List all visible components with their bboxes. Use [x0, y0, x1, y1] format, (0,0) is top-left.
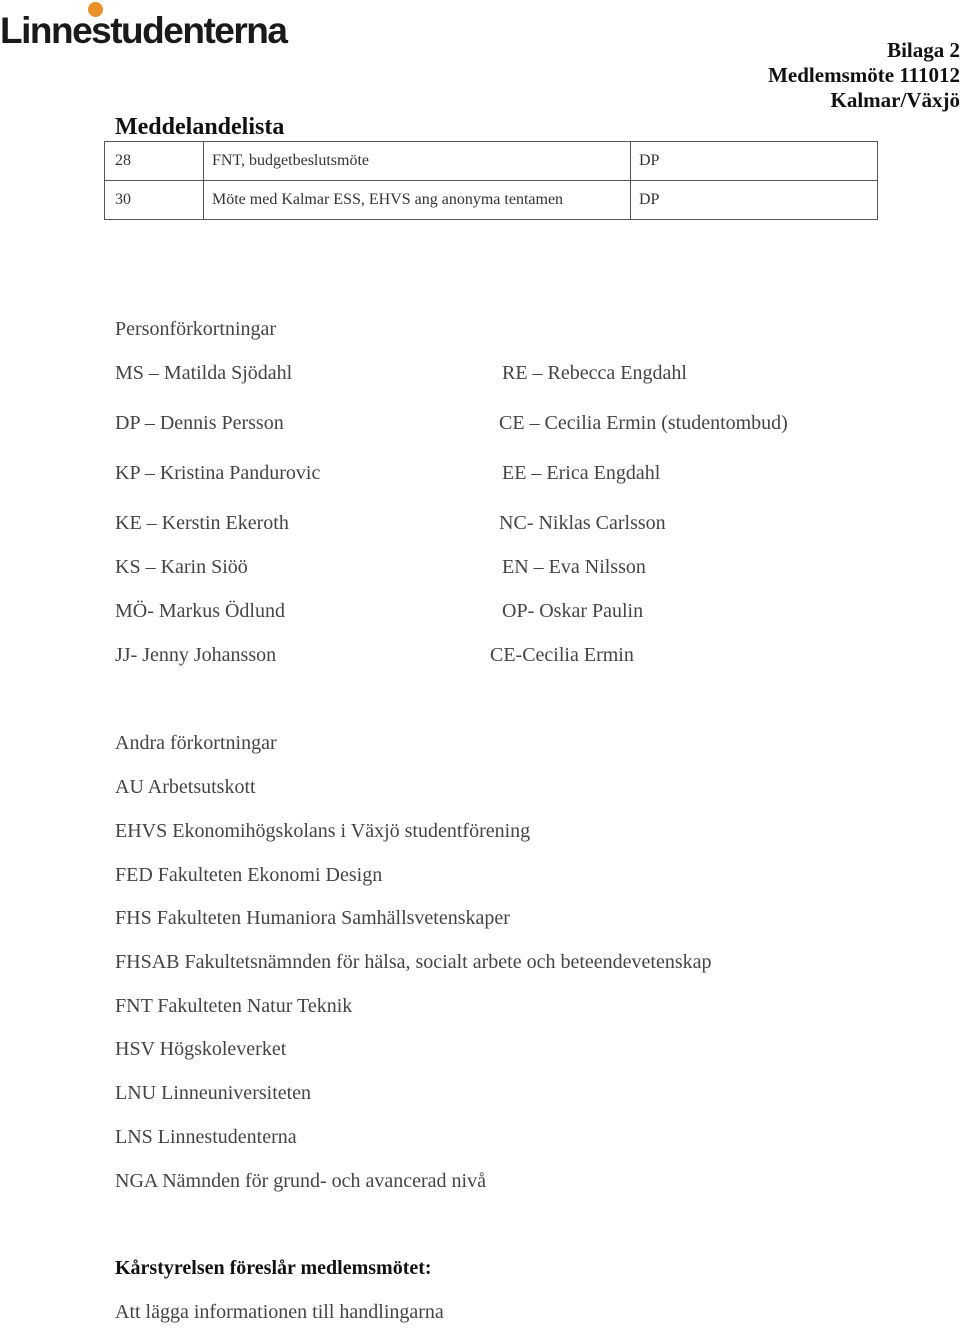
header-location: Kalmar/Växjö	[830, 88, 960, 112]
abbreviation-item: FHS Fakulteten Humaniora Samhällsvetenskaper	[115, 907, 510, 929]
person-item: KS – Karin Siöö	[115, 556, 248, 578]
person-item: JJ- Jenny Johansson	[115, 644, 277, 666]
message-number: 28	[105, 142, 204, 181]
abbreviation-item: FED Fakulteten Ekonomi Design	[115, 864, 383, 886]
header-appendix: Bilaga 2	[887, 38, 960, 62]
person-item: CE – Cecilia Ermin (studentombud)	[499, 412, 788, 434]
person-item: MÖ- Markus Ödlund	[115, 600, 285, 622]
person-item: EE – Erica Engdahl	[502, 462, 661, 484]
message-responsible: DP	[631, 181, 878, 220]
document-header	[768, 38, 960, 113]
table-row	[105, 142, 878, 181]
person-item: KP – Kristina Pandurovic	[115, 462, 321, 484]
person-item: CE-Cecilia Ermin	[490, 644, 634, 666]
person-item: OP- Oskar Paulin	[502, 600, 644, 622]
header-meeting: Medlemsmöte 111012	[768, 63, 960, 87]
proposal-heading: Kårstyrelsen föreslår medlemsmötet:	[115, 1257, 432, 1279]
abbreviation-item: EHVS Ekonomihögskolans i Växjö studentförening	[115, 820, 531, 842]
person-item: EN – Eva Nilsson	[502, 556, 646, 578]
person-item: RE – Rebecca Engdahl	[502, 362, 687, 384]
person-item: MS – Matilda Sjödahl	[115, 362, 293, 384]
abbreviation-item: FHSAB Fakultetsnämnden för hälsa, socialt arbete och beteendevetenskap	[115, 951, 712, 973]
message-responsible: DP	[631, 142, 878, 181]
message-table	[104, 141, 878, 220]
table-row	[105, 181, 878, 220]
abbreviation-item: HSV Högskoleverket	[115, 1038, 287, 1060]
abbreviation-item: NGA Nämnden för grund- och avancerad nivå	[115, 1170, 486, 1192]
person-item: KE – Kerstin Ekeroth	[115, 512, 289, 534]
abbreviations-heading: Andra förkortningar	[115, 732, 277, 754]
abbreviation-item: AU Arbetsutskott	[115, 776, 256, 798]
message-text: Möte med Kalmar ESS, EHVS ang anonyma tentamen	[204, 181, 631, 220]
person-item: NC- Niklas Carlsson	[499, 512, 666, 534]
person-item: DP – Dennis Persson	[115, 412, 284, 434]
abbreviation-item: LNU Linneuniversiteten	[115, 1082, 312, 1104]
logo-text: Linnestudenterna	[0, 10, 287, 51]
abbreviation-item: LNS Linnestudenterna	[115, 1126, 297, 1148]
message-text: FNT, budgetbeslutsmöte	[204, 142, 631, 181]
message-number: 30	[105, 181, 204, 220]
page-title: Meddelandelista	[115, 114, 285, 140]
proposal-text: Att lägga informationen till handlingarna	[115, 1301, 444, 1323]
persons-heading: Personförkortningar	[115, 318, 277, 340]
abbreviation-item: FNT Fakulteten Natur Teknik	[115, 995, 353, 1017]
